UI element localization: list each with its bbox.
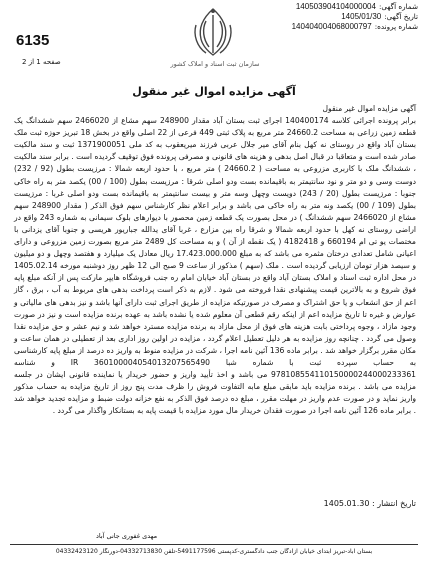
footer-divider bbox=[10, 544, 418, 545]
organization-name: سازمان ثبت اسناد و املاک کشور bbox=[170, 60, 260, 68]
publish-date bbox=[324, 499, 416, 508]
signature: مهدی غفوری جانی آباد bbox=[96, 532, 158, 540]
notice-subtitle: آگهی مزایده اموال غیر منقول bbox=[322, 104, 416, 113]
meta-label: شماره پرونده: bbox=[374, 22, 418, 31]
meta-label: شماره آگهی: bbox=[378, 2, 418, 11]
meta-label: تاریخ آگهی: bbox=[384, 12, 418, 21]
notice-meta bbox=[248, 2, 418, 32]
publish-date-label: تاریخ انتشار : bbox=[372, 499, 416, 508]
notice-code: 6135 bbox=[16, 32, 50, 49]
footer-contact: بستان آباد-تبریز ابتدای خیابان آزادگان جنب دادگستری-کدپستی 5491177596-تلفن 04332713830-دورنگار 04332423120 bbox=[55, 548, 373, 555]
meta-value: 140404004068000797 bbox=[291, 22, 372, 31]
meta-value: 140503904104000004 bbox=[295, 2, 376, 11]
notice-title: آگهی مزایده اموال غیر منقول bbox=[132, 85, 296, 98]
meta-row bbox=[248, 22, 418, 32]
meta-row bbox=[248, 12, 418, 22]
iran-emblem-icon bbox=[184, 3, 242, 61]
notice-body bbox=[14, 103, 416, 417]
publish-date-value: 1405.01.30 bbox=[323, 499, 370, 508]
page-info: صفحه 1 از 2 bbox=[22, 58, 61, 66]
notice-text: برابر پرونده اجرائی کلاسه 140400174 اجرای ثبت بستان آباد مقدار 248900 سهم مشاع از 2466020 سهم ششدانگ یک قطعه زمین زراعی به مساحت 24660.2 متر مربع به پلاک ثبتی 449 فرعی از 22 اصلی واقع در بخش 18 تبریز حوزه ثبت ملک بستان آباد واقع در روستای نه کهل بنام آقای میر جلال عربی فرزند میریعقوب به کد ملی 1371900051 ثبت و سند مالکیت صادر شده است و متعاقبا در قبال اصل بدهی و هزینه های قانونی و مصرفی پرونده فوق توقیف گردیده است . برابر سند مالکیت ، ششدانگ ملک با کاربری مزروعی به مساحت ( 24660.2 ) متر مربع ، با حدود اربعه شمالا : مرزیست بطول (92 / 232) دوست وسی و دو متر و نود سانتیمتر به باقیمانده بست ودو اصلی شرقا : مرزیست بطول (100 / 00) یکصد متر به راه خاکی جنوبا : مرزیست بطول (20 / 243) دویست وچهل وسه متر و بیست سانتیمتر به باقیمانده بست ودو اصلی غربا : مرزیست بطول (109 / 00) یکصد ونه متر به راه خاکی می باشد و برابر اعلام نظر کارشناس سهم فوق الذکر ( مقدار 248900 سهم مشاع از 2466020 سهم ششدانگ ) در محل بصورت یک قطعه زمین محصور با دیوارهای بلوک سیمانی به شماره 243 واقع در اراضی روستای نه کهل با حدود اربعه شمالا و شرقا راه بین مزارع ، غربا آقای یدالله جباریور هریسی و جنوبا آقای یزدانی با مختصات یو تی ام 660194 و 4182418 ( یک نقطه از آن ) و به مساحت کل 2489 متر مربع بصورت زمین مزروعی و دارای اعیانی شامل تعدادی درختان مثمره می باشد که به مبلغ 17.423.000.000 ریال معادل یک میلیارد و هفتصد وچهل و دو میلیون و سیصد هزار تومان ارزیابی گردیده است . ملک (سهم ) مذکور از ساعت 9 صبح الی 12 ظهر روز دوشنبه مورخه 1405.02.14 در محل اداره ثبت اسناد و املاک بستان آباد واقع در بستان آباد خیابان امام ره جنب فروشگاه هایپر مارکت پس از آنکه مبلغ پایه فوق شروع و به بالاترین قیمت پیشنهادی نقدا فروخته می شود . لازم به ذکر است پرداخت بدهی های مربوط به آب ، برق ، گاز اعم از حق انشعاب و یا حق اشتراک و مصرف در صورتیکه مزایده از طریق اجرای ثبت دارای آنها باشد و نیز بدهی های مالیاتی و عوارض و غیره تا تاریخ مزایده اعم از اینکه رقم قطعی آن معلوم شده یا نشده باشد به عهده برنده مزایده است و نیز در صورت وجود مازاد ، وجوه پرداختی بابت هزینه های فوق از محل مازاد به برنده مزایده مسترد خواهد شد و نیم عشر و حق مزایده نقدا وصول می گردد . چنانچه روز مزایده به هر دلیل تعطیل اعلام گردد ، مزایده در اولین روز اداری بعد از تعطیلی در همان ساعت و مکان مقرر برگزار خواهد شد . برابر ماده 136 آئین نامه اجرا ، شرکت در مزایده منوط به واریز ده درصد از مبلغ پایه کارشناسی به حساب سپرده ثبت با شماره شبا IR 360100004054013207565490 و شناسه 978108554110150000244000233361 می باشد و اخذ تأیید واریز و حضور خریدار یا نماینده قانونی ایشان در جلسه مزایده می باشد . برنده مزایده باید مابقی مبلغ مابه التفاوت فروش را ظرف مدت پنج روز از تاریخ مزایده به حساب مذکور واریز نماید و در صورت عدم واریز در مهلت مقرر ، مبلغ ده درصد فوق الذکر به نفع خزانه دولت ضبط و مزایده تجدید خواهد شد . برابر ماده 126 آئین نامه اجرا در صورت فقدان خریدار مال مورد مزایده با قیمت پایه به بستانکار واگذار می گردد . bbox=[14, 116, 417, 416]
meta-row bbox=[248, 2, 418, 12]
meta-value: 1405/01/30 bbox=[341, 12, 382, 21]
